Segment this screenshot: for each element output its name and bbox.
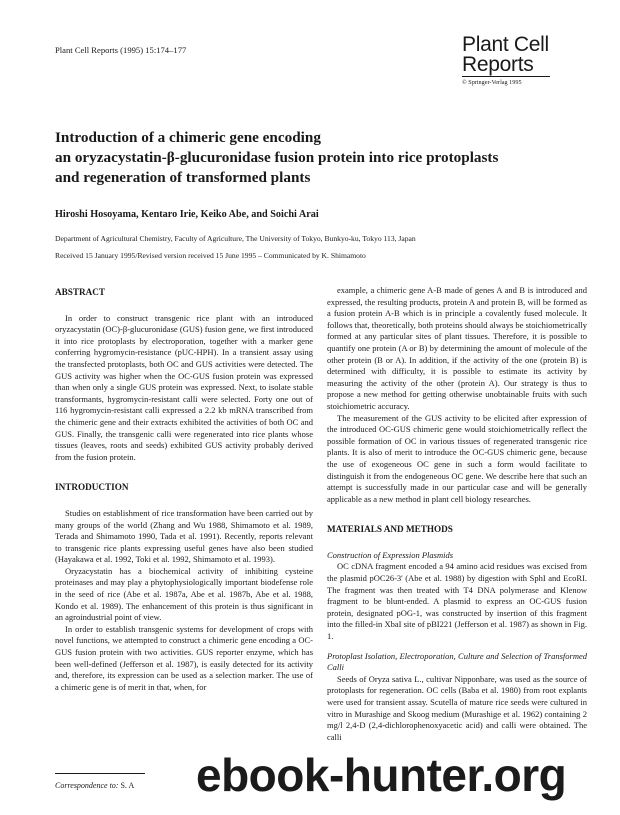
correspondence-footnote — [55, 773, 145, 790]
affiliation: Department of Agricultural Chemistry, Faculty of Agriculture, The University of Tokyo, Bunkyo-ku, Tokyo 113, Japan — [55, 234, 416, 243]
abstract-text: In order to construct transgenic rice plant with an introduced oryzacystatin (OC)-β-glucuronidase (GUS) fusion gene, we first introduced it into rice protoplasts by electroporation, together with a marker gene conferring hygromycin-resistance (pUC-HPH). In a transient assay using the transfected protoplasts, both OC and GUS activities were detected. The GUS activity was higher when the OC-GUS fusion protein was expressed than when only a single GUS protein was expressed. Next, to isolate stable transformants, hygromycin-resistant calli were selected. Forty one out of 116 hygromycin-resistant calli expressed a 2.2 kb mRNA transcribed from the chimeric gene and their extracts exhibited the activities of both OC and GUS. Finally, the transgenic calli were regenerated into rice plants whose tissues (leaves, roots and seeds) exhibited GUS activity probably derived from the fusion protein. — [55, 312, 313, 462]
subsection-heading-protoplast: Protoplast Isolation, Electroporation, Culture and Selection of Transformed Calli — [327, 650, 587, 673]
right-column — [327, 285, 587, 743]
title-line-2: an oryzacystatin-β-glucuronidase fusion protein into rice protoplasts — [55, 149, 499, 166]
right-paragraph-2: The measurement of the GUS activity to be elicited after expression of the introduced OC-GUS chimeric gene would stoichiometrically reflect the possible formation of OC in various tissues of regenerated transgenic rice plants. It is also of merit to introduce the OC-GUS chimeric gene, because the use of exogeneous OC gene in such a form would facilitate to distinguish it from the endogeneous OC gene. We describe here that such an attempt is successfully made in our particular case and will be generally applicable as a new method in plant cell biology researches. — [327, 412, 587, 504]
left-column — [55, 287, 313, 693]
right-paragraph-1: example, a chimeric gene A-B made of genes A and B is introduced and expressed, the resulting products, protein A and protein B, will be formed as a fusion protein A-B which is in principle a covalently fused molecule. It follows that, theoretically, both proteins should always be stoichiometrically formed at any particular sites of plant tissues. Therefore, it is possible to quantify one protein (A or B) by determining the amount of molecule of the other protein (B or A). In addition, if the activity of the one (protein B) is determined with difficulty, it is possible to estimate its activity by measuring the activity of the other (protein A). Our strategy is thus to propose a new method for getting otherwise unobtainable fruits with such stoichiometric accuracy. — [327, 285, 587, 411]
title-line-1: Introduction of a chimeric gene encoding — [55, 129, 321, 146]
introduction-heading: INTRODUCTION — [55, 482, 129, 493]
journal-citation: Plant Cell Reports (1995) 15:174–177 — [55, 45, 187, 55]
article-title — [55, 128, 575, 188]
plasmids-text: OC cDNA fragment encoded a 94 amino acid residues was excised from the plasmid pOC26-3' (Abe et al. 1988) by digestion with SphI and EcoRI. The fragment was then treated with T4 DNA polymerase and Klenow fragment to be blunt-ended. A plasmid to express an OC-GUS fusion protein, designated pOG-1, was constructed by insertion of this fragment into the filled-in XbaI site of pBI221 (Jefferson et al. 1987) as shown in Fig. 1. — [327, 561, 587, 642]
received-dates: Received 15 January 1995/Revised version received 15 June 1995 – Communicated by K. Shimamoto — [55, 251, 366, 260]
footnote-name: S. A — [120, 781, 135, 790]
methods-heading: MATERIALS AND METHODS — [327, 524, 453, 535]
copyright-notice: © Springer-Verlag 1995 — [462, 79, 522, 86]
abstract-heading: ABSTRACT — [55, 287, 106, 297]
journal-logo — [462, 35, 602, 86]
intro-paragraph-2: Oryzacystatin has a biochemical activity of inhibiting cysteine proteinases and may play a phytophysiologically important biodefense role in the seed of rice (Abe et al. 1987a, Abe et al. 1987b, Abe et al. 1988, Kondo et al. 1989). The enhancement of this protein is thus significant in an agroindustrial point of view. — [55, 565, 313, 623]
authors: Hiroshi Hosoyama, Kentaro Irie, Keiko Abe, and Soichi Arai — [55, 209, 319, 220]
watermark: ebook-hunter.org — [196, 749, 567, 801]
intro-paragraph-1: Studies on establishment of rice transformation have been carried out by many groups of the world (Zhang and Wu 1988, Shimamoto et al. 1989, Terada and Shimamoto 1990, Tada et al. 1991). Recently, reports relevant to transgenic rice plants expressing useful genes have also been studied (Hayakawa et al. 1992, Toki et al. 1992, Shimamoto et al. 1993). — [55, 507, 313, 565]
title-line-3: and regeneration of transformed plants — [55, 169, 311, 186]
footnote-label: Correspondence to: — [55, 781, 119, 790]
protoplast-text: Seeds of Oryza sativa L., cultivar Nipponbare, was used as the source of protoplasts for regeneration. OC cells (Baba et al. 1980) from root explants were used for transient assay. Scutella of mature rice seeds were cultured in vitro in Murashige and Skoog medium (Murashige et al. 1962) containing 2 mg/l 2,4-D (2,4-dichlorophenoxyacetic acid) and calli were obtained. The calli — [327, 673, 587, 742]
journal-logo-line2: Reports — [462, 55, 550, 77]
journal-logo-line1: Plant Cell — [462, 33, 549, 56]
subsection-heading-plasmids: Construction of Expression Plasmids — [327, 549, 454, 560]
intro-paragraph-3: In order to establish transgenic systems for development of crops with novel functions, we attempted to construct a chimeric gene encoding a OC-GUS fusion protein with two activities. GUS reporter enzyme, which has been well-defined (Jefferson et al. 1987), is easily detected for its activity and, therefore, its expression can be used as a selection marker. The use of a chimeric gene is of merit in that, when, for — [55, 623, 313, 692]
